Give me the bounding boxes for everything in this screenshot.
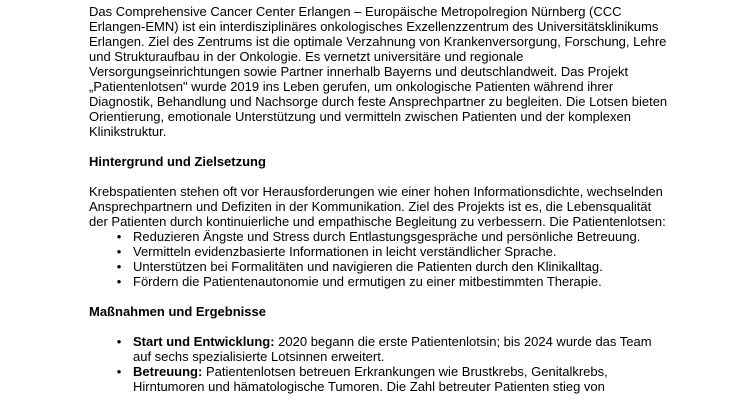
bullet-icon: • (116, 334, 122, 349)
list-item-text: Reduzieren Ängste und Stress durch Entlastungsgespräche und persönliche Betreuung. (133, 229, 641, 244)
list-item-label: Start und Entwicklung: (133, 334, 275, 349)
list-item (116, 364, 669, 394)
lotsen-task-list (89, 229, 669, 289)
list-item (116, 274, 669, 289)
bullet-icon: • (116, 244, 122, 259)
bullet-icon: • (116, 274, 122, 289)
list-item-text: Fördern die Patientenautonomie und ermutigen zu einer mitbestimmten Therapie. (133, 274, 602, 289)
bullet-icon: • (116, 259, 122, 274)
document-page (89, 4, 669, 394)
list-item-text: Vermitteln evidenzbasierte Informationen in leicht verständlicher Sprache. (133, 244, 557, 259)
list-item-text: Patientenlotsen betreuen Erkrankungen wie Brustkrebs, Genitalkrebs, Hirntumoren und hämatologische Tumoren. Die Zahl betreuter Patienten stieg von (133, 364, 608, 394)
measures-list (89, 334, 669, 394)
bullet-icon: • (116, 229, 122, 244)
intro-paragraph: Das Comprehensive Cancer Center Erlangen – Europäische Metropolregion Nürnberg (CCC Erlangen-EMN) ist ein interdisziplinäres onkologisches Exzellenzzentrum des Universitätsklinikums Erlangen. Ziel des Zentrums ist die optimale Verzahnung von Krankenversorgung, Forschung, Lehre und Strukturaufbau in der Onkologie. Es vernetzt universitäre und regionale Versorgungseinrichtungen sowie Partner innerhalb Bayerns und deutschlandweit. Das Projekt „Patientenlotsen" wurde 2019 ins Leben gerufen, um onkologische Patienten während ihrer Diagnostik, Behandlung und Nachsorge durch feste Ansprechpartner zu begleiten. Die Lotsen bieten Orientierung, emotionale Unterstützung und vermitteln zwischen Patienten und der komplexen Klinikstruktur. (89, 4, 668, 139)
list-item-text: Unterstützen bei Formalitäten und navigieren die Patienten durch den Klinikalltag. (133, 259, 603, 274)
list-item (116, 334, 669, 364)
list-item-text: 2020 begann die erste Patientenlotsin; bis 2024 wurde das Team auf sechs spezialisierte Lotsinnen erweitert. (133, 334, 652, 364)
section-heading-measures: Maßnahmen und Ergebnisse (89, 304, 266, 319)
section-heading-background: Hintergrund und Zielsetzung (89, 154, 266, 169)
list-item (116, 244, 669, 259)
bullet-icon: • (116, 364, 122, 379)
list-item-label: Betreuung: (133, 364, 203, 379)
background-paragraph: Krebspatienten stehen oft vor Herausforderungen wie einer hohen Informationsdichte, wechselnden Ansprechpartnern und Defiziten in der Kommunikation. Ziel des Projekts ist es, die Lebensqualität der Patienten durch kontinuierliche und empathische Begleitung zu verbessern. Die Patientenlotsen: (89, 184, 666, 229)
list-item (116, 259, 669, 274)
list-item (116, 229, 669, 244)
